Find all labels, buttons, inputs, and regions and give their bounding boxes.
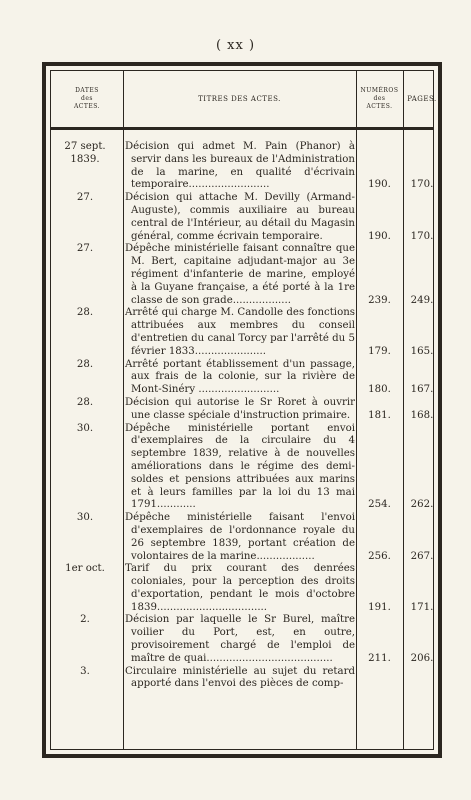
table-frame	[42, 62, 442, 758]
row-number: 239.	[368, 294, 391, 306]
table-row	[51, 359, 433, 397]
header-numeros-line1: NUMÉROS	[360, 87, 399, 94]
row-number: 254.	[368, 499, 391, 511]
table-row	[51, 397, 433, 423]
header-dates-line1: DATES	[75, 87, 99, 94]
row-page: 165.	[410, 345, 434, 357]
header-titres	[123, 71, 356, 127]
row-title: Dépêche ministérielle faisant connaître que M. Bert, capitaine adjudant-major au 3e régiment d'infanterie de marine, employé à la Guyane française, a été porté à la 1re classe de son grade..................	[125, 243, 355, 306]
table-row	[51, 192, 433, 243]
header-dates-line2: des	[81, 95, 93, 102]
page-number: ( xx )	[215, 38, 256, 53]
header-numeros-line2: des	[373, 95, 386, 102]
row-page: 170.	[410, 230, 434, 242]
row-title: Dépêche ministérielle faisant l'envoi d'exemplaires de l'ordonnance royale du 26 septembre 1839, portant création de volontaires de la marine..................	[125, 512, 355, 562]
header-rule	[51, 127, 433, 130]
row-page: 167.	[410, 384, 434, 396]
row-title: Dépêche ministérielle portant envoi d'exemplaires de la circulaire du 4 septembre 1839, relative à de nouvelles améliorations dans le régime des demi-soldes et pensions attribuées aux marins et à leurs familles par la loi du 13 mai 1791............	[125, 422, 355, 511]
row-date: 28.	[76, 396, 94, 408]
row-title: Décision par laquelle le Sr Burel, maître voilier du Port, est, en outre, provisoirement chargé de l'emploi de maître de quai.......................................	[125, 614, 355, 664]
row-number: 179.	[368, 345, 391, 357]
row-date: 27.	[76, 192, 94, 204]
row-page: 168.	[410, 409, 434, 421]
table-body	[51, 141, 433, 691]
row-number: 256.	[368, 550, 391, 562]
row-page: 206.	[410, 652, 434, 664]
header-pages	[403, 71, 441, 127]
table-row	[51, 423, 433, 513]
row-number: 191.	[368, 601, 391, 613]
table-row	[51, 614, 433, 665]
row-title: Arrêté portant établissement d'un passage, aux frais de la colonie, sur la rivière de Mont-Sinéry .........................	[125, 358, 355, 396]
table-row	[51, 307, 433, 358]
header-numeros-line3: ACTES.	[366, 103, 393, 110]
row-page: 267.	[410, 550, 434, 562]
row-page: 249.	[410, 294, 434, 306]
row-date: 1er oct.	[65, 563, 105, 575]
row-title: Circulaire ministérielle au sujet du retard apporté dans l'envoi des pièces de comp-	[125, 665, 355, 690]
row-page: 171.	[410, 601, 434, 613]
header-dates	[51, 71, 123, 127]
row-page: 262.	[410, 499, 434, 511]
table-row	[51, 666, 433, 692]
row-date: 27 sept. 1839.	[64, 141, 106, 165]
row-title: Décision qui attache M. Devilly (Armand-Auguste), commis auxiliaire au bureau central de l'Intérieur, au détail du Magasin général, comme écrivain temporaire.	[125, 192, 355, 242]
row-title: Tarif du prix courant des denrées coloniales, pour la perception des droits d'exportation, pendant le mois d'octobre 1839..................................	[125, 563, 355, 613]
row-title: Décision qui admet M. Pain (Phanor) à servir dans les bureaux de l'Administration de la marine, en qualité d'écrivain temporaire.........................	[125, 141, 355, 191]
row-number: 190.	[368, 230, 391, 242]
row-date: 2.	[80, 614, 90, 626]
row-date: 28.	[76, 307, 94, 319]
header-pages-label: PAGES.	[407, 95, 437, 103]
table-inner	[50, 70, 437, 750]
header-numeros	[356, 71, 403, 127]
table-row	[51, 512, 433, 563]
row-title: Arrêté qui charge M. Candolle des fonctions attribuées aux membres du conseil d'entretien du canal Torcy par l'arrêté du 5 février 1833......................	[125, 307, 355, 357]
row-page: 170.	[410, 179, 434, 191]
row-date: 27.	[76, 243, 94, 255]
row-date: 3.	[80, 665, 90, 677]
table-row	[51, 563, 433, 614]
table-row	[51, 141, 433, 192]
row-date: 30.	[76, 422, 94, 434]
row-date: 30.	[76, 512, 94, 524]
table-row	[51, 243, 433, 307]
row-number: 181.	[368, 409, 391, 421]
header-titres-label: TITRES DES ACTES.	[198, 95, 281, 103]
row-number: 211.	[368, 652, 391, 664]
row-date: 28.	[76, 358, 94, 370]
header-dates-line3: ACTES.	[73, 103, 101, 110]
row-number: 190.	[368, 179, 391, 191]
row-title: Décision qui autorise le Sr Roret à ouvrir une classe spéciale d'instruction primaire.	[125, 396, 355, 421]
row-number: 180.	[368, 384, 391, 396]
